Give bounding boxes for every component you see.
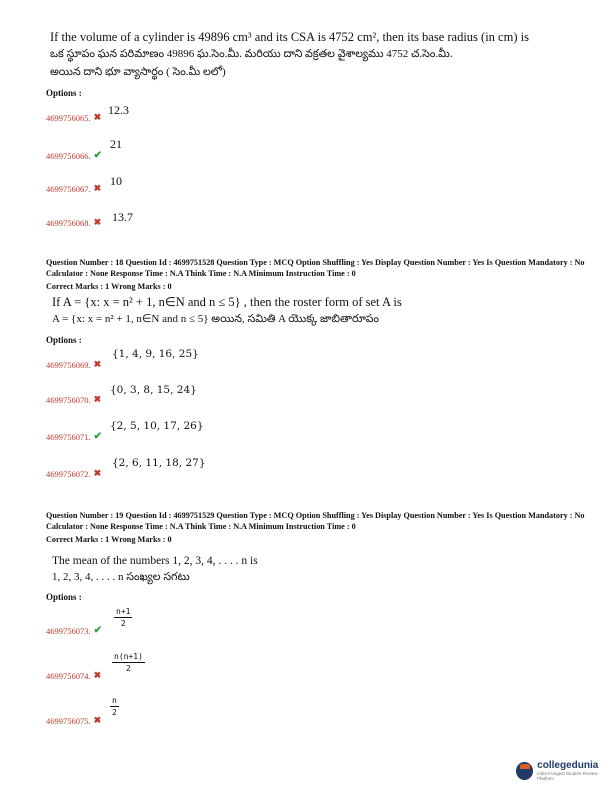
q19-option-3-fraction — [110, 696, 119, 717]
wrong-mark-icon: ✖ — [93, 670, 102, 680]
option-id: 4699756068. — [46, 217, 91, 228]
option-id: 4699756066. — [46, 150, 91, 161]
wrong-mark-icon: ✖ — [93, 394, 102, 404]
collegedunia-logo[interactable] — [516, 760, 612, 781]
logo-tagline: India's largest Student Review Platform — [537, 771, 598, 781]
q19-options-label: Options : — [46, 592, 82, 602]
option-id: 4699756070. — [46, 394, 91, 405]
q19-option-1[interactable] — [46, 625, 102, 636]
logo-badge-icon — [516, 762, 533, 780]
numerator: n — [112, 696, 117, 705]
q18-text-te: A = {x: x = n² + 1, n∈N and n ≤ 5} అయిన, సమితి A యొక్క జాబితారూపం — [52, 313, 379, 325]
q19-text-en: The mean of the numbers 1, 2, 3, 4, . . . . n is — [52, 555, 258, 567]
q18-options-label: Options : — [46, 335, 82, 345]
wrong-mark-icon: ✖ — [93, 183, 102, 193]
q17-text-en: If the volume of a cylinder is 49896 cm³ and its CSA is 4752 cm², then its base radius (in cm) is — [50, 30, 529, 44]
correct-check-icon: ✔ — [93, 431, 103, 442]
q19-meta: Question Number : 19 Question Id : 4699751529 Question Type : MCQ Option Shuffling : Yes Display Question Number : Yes Is Question Mandatory : No Calculator : None Response Time : N.A Think Time : N.A Minimum Instruction Time : 0 — [46, 511, 585, 531]
q17-text-te-2: అయిన దాని భూ వ్యాసార్థం ( సెం.మీ లలో) — [50, 66, 226, 78]
q17-option-2[interactable] — [46, 150, 102, 161]
q19-option-3[interactable] — [46, 715, 101, 726]
q17-option-4[interactable] — [46, 217, 101, 228]
numerator: n(n+1) — [114, 652, 143, 661]
option-id: 4699756067. — [46, 183, 91, 194]
correct-check-icon: ✔ — [93, 625, 103, 636]
q18-marks: Correct Marks : 1 Wrong Marks : 0 — [46, 282, 172, 291]
q18-option-1[interactable] — [46, 359, 101, 370]
option-id: 4699756072. — [46, 468, 91, 479]
denominator: 2 — [120, 619, 126, 628]
denominator: 2 — [126, 664, 131, 673]
denominator: 2 — [112, 708, 117, 717]
q17-option-1-value: 12.3 — [108, 103, 129, 117]
q17-option-3-value: 10 — [110, 174, 122, 188]
q18-option-3-value: {2, 5, 10, 17, 26} — [110, 420, 204, 432]
q17-option-2-value: 21 — [110, 137, 122, 151]
logo-brand: collegedunia — [537, 760, 599, 771]
q17-text-te-1: ఒక స్థూపం ఘన పరిమాణం 49896 ఘ.సెం.మీ. మరియు దాని వక్రతల వైశాల్యము 4752 చ.సెం.మీ. — [50, 48, 453, 60]
q18-option-2[interactable] — [46, 394, 101, 405]
wrong-mark-icon: ✖ — [93, 112, 102, 122]
q17-options-label: Options : — [46, 88, 82, 98]
wrong-mark-icon: ✖ — [93, 217, 102, 227]
option-id: 4699756065. — [46, 112, 91, 123]
numerator: n+1 — [116, 607, 131, 616]
q18-meta: Question Number : 18 Question Id : 4699751528 Question Type : MCQ Option Shuffling : Yes Display Question Number : Yes Is Question Mandatory : No Calculator : None Response Time : N.A Think Time : N.A Minimum Instruction Time : 0 — [46, 258, 585, 278]
option-id: 4699756075. — [46, 715, 91, 726]
option-id: 4699756074. — [46, 670, 91, 681]
q18-option-3[interactable] — [46, 431, 102, 442]
option-id: 4699756071. — [46, 431, 91, 442]
wrong-mark-icon: ✖ — [93, 468, 102, 478]
option-id: 4699756073. — [46, 625, 91, 636]
q18-option-4[interactable] — [46, 468, 101, 479]
correct-check-icon: ✔ — [93, 150, 103, 161]
option-id: 4699756069. — [46, 359, 91, 370]
q19-option-2[interactable] — [46, 670, 101, 681]
q19-marks: Correct Marks : 1 Wrong Marks : 0 — [46, 535, 172, 544]
wrong-mark-icon: ✖ — [93, 359, 102, 369]
q18-option-4-value: {2, 6, 11, 18, 27} — [112, 457, 206, 469]
q19-text-te: 1, 2, 3, 4, . . . . n సంఖ్యల సగటు — [52, 571, 190, 583]
wrong-mark-icon: ✖ — [93, 715, 102, 725]
q18-option-2-value: {0, 3, 8, 15, 24} — [110, 384, 197, 396]
q17-option-1[interactable] — [46, 112, 101, 123]
q17-option-3[interactable] — [46, 183, 101, 194]
q18-text-en: If A = {x: x = n² + 1, n∈N and n ≤ 5} , then the roster form of set A is — [52, 295, 402, 309]
q19-option-2-fraction — [112, 652, 145, 673]
q17-option-4-value: 13.7 — [112, 210, 133, 224]
q18-option-1-value: {1, 4, 9, 16, 25} — [112, 348, 199, 360]
q19-option-1-fraction — [114, 607, 132, 628]
